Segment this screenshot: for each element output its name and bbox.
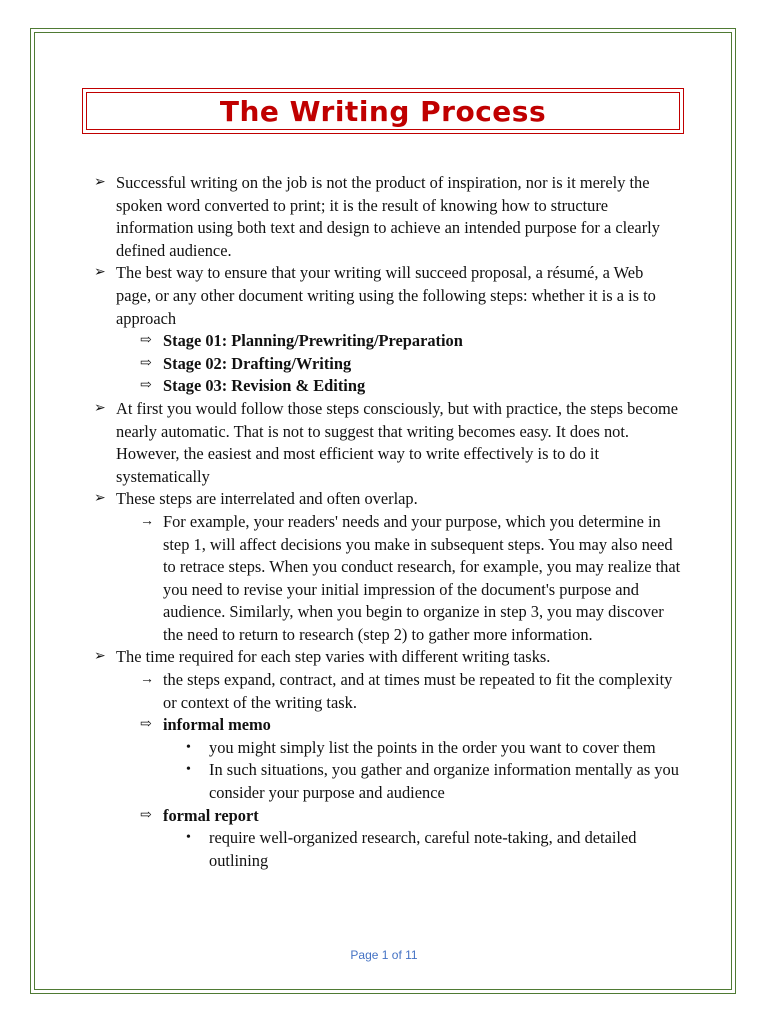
subheading-item <box>0 805 768 828</box>
arrowhead-bullet-icon: ➢ <box>94 491 106 507</box>
paragraph-text: Successful writing on the job is not the product of inspiration, nor is it merely the spoken word converted to print; it is the result of knowing how to structure information using both text and design to achieve an intended purpose for a clearly defined audience. <box>116 173 660 260</box>
sub-list-item <box>0 511 768 647</box>
hollow-arrow-icon: ⇨ <box>140 378 152 394</box>
paragraph-text: In such situations, you gather and organize information mentally as you consider your purpose and audience <box>209 760 679 803</box>
list-item <box>0 398 768 488</box>
stage-label: Stage 03: Revision & Editing <box>163 376 366 396</box>
list-item <box>0 172 768 262</box>
paragraph-text: require well-organized research, careful note-taking, and detailed outlining <box>209 828 637 870</box>
stage-label: Stage 01: Planning/Prewriting/Preparation <box>163 331 463 351</box>
arrow-icon: → <box>140 513 154 529</box>
sub-list-item <box>0 669 768 714</box>
stage-item <box>0 330 768 353</box>
paragraph-text: These steps are interrelated and often overlap. <box>116 489 418 509</box>
bullet-icon: • <box>186 830 191 846</box>
paragraph-text: you might simply list the points in the order you want to cover them <box>209 737 656 757</box>
paragraph-text: The best way to ensure that your writing will succeed proposal, a résumé, a Web page, or any other document writing using the following steps: whether it is a is to approach <box>116 263 656 328</box>
paragraph-text: At first you would follow those steps consciously, but with practice, the steps become nearly automatic. That is not to suggest that writing becomes easy. It does not. However, the easiest and most efficient way to write effectively is to do it systematically <box>116 398 679 486</box>
arrowhead-bullet-icon: ➢ <box>94 400 106 416</box>
subheading-label: informal memo <box>163 715 271 735</box>
arrowhead-bullet-icon: ➢ <box>94 649 106 665</box>
stage-label: Stage 02: Drafting/Writing <box>163 353 352 373</box>
paragraph-text: the steps expand, contract, and at times must be repeated to fit the complexity or context of the writing task. <box>163 670 673 712</box>
bullet-item <box>0 737 768 760</box>
hollow-arrow-icon: ⇨ <box>140 807 152 823</box>
bullet-item <box>0 759 768 804</box>
title-frame <box>86 92 680 130</box>
arrowhead-bullet-icon: ➢ <box>94 265 106 281</box>
bullet-icon: • <box>186 762 191 778</box>
page-title: The Writing Process <box>219 94 547 128</box>
bullet-icon: • <box>186 739 191 755</box>
page-number-footer: Page 1 of 11 <box>350 948 418 962</box>
hollow-arrow-icon: ⇨ <box>140 333 152 349</box>
list-item <box>0 646 768 669</box>
list-item <box>0 262 768 330</box>
stage-item <box>0 375 768 398</box>
list-item <box>0 488 768 511</box>
document-body <box>0 172 768 872</box>
bullet-item <box>0 827 768 872</box>
paragraph-text: For example, your readers' needs and your purpose, which you determine in step 1, will affect decisions you make in subsequent steps. You may also need to retrace steps. When you conduct research, for example, you may realize that you need to revise your initial impression of the document's purpose and audience. Similarly, when you begin to organize in step 3, you may discover the need to return to research (step 2) to gather more information. <box>163 511 681 644</box>
paragraph-text: The time required for each step varies with different writing tasks. <box>116 647 551 667</box>
subheading-item <box>0 714 768 737</box>
subheading-label: formal report <box>163 805 259 825</box>
hollow-arrow-icon: ⇨ <box>140 717 152 733</box>
arrowhead-bullet-icon: ➢ <box>94 175 106 190</box>
stage-item <box>0 353 768 376</box>
hollow-arrow-icon: ⇨ <box>140 355 152 371</box>
arrow-icon: → <box>140 672 154 688</box>
